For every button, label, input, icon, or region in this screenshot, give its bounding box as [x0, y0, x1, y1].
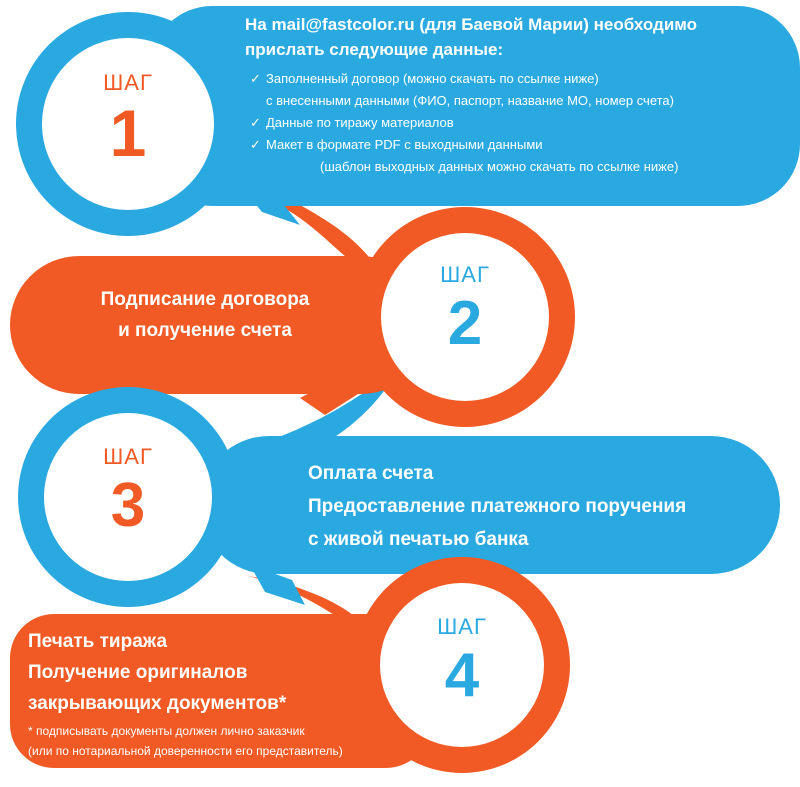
- list-item: с внесенными данными (ФИО, паспорт, название МО, номер счета): [266, 93, 674, 108]
- step4-note-line: * подписывать документы должен лично заказчик: [28, 724, 305, 738]
- check-icon: ✓: [250, 115, 261, 130]
- step2-number: 2: [447, 289, 483, 358]
- check-icon: ✓: [250, 137, 261, 152]
- step2-text: [60, 284, 350, 346]
- step2-shag: ШАГ: [440, 262, 490, 287]
- step3-line: с живой печатью банка: [308, 529, 529, 550]
- step1-title-line: На mail@fastcolor.ru (для Баевой Марии) необходимо: [245, 15, 698, 34]
- list-item: ✓ Данные по тиражу материалов: [250, 112, 678, 134]
- list-item: ✓ Заполненный договор (можно скачать по ссылке ниже): [250, 68, 678, 90]
- step1-title: [245, 12, 697, 62]
- step4-label: [392, 614, 532, 712]
- step4-line: Получение оригиналов: [28, 662, 248, 683]
- list-item: (шаблон выходных данных можно скачать по ссылке ниже): [320, 159, 679, 174]
- step4-number: 4: [444, 641, 480, 710]
- step1-number: 1: [109, 96, 147, 170]
- step2-line: и получение счета: [118, 320, 292, 341]
- step1-label: [58, 70, 198, 170]
- step3-line: Предоставление платежного поручения: [308, 496, 687, 517]
- check-icon: ✓: [250, 71, 261, 86]
- step3-number: 3: [110, 471, 146, 540]
- step1-list: [250, 68, 678, 178]
- step3-line: Оплата счета: [308, 463, 434, 484]
- step4-text: [28, 626, 286, 719]
- step2-label: [395, 262, 535, 360]
- step4-shag: ШАГ: [437, 614, 487, 639]
- step4-line: Печать тиража: [28, 631, 168, 652]
- step1-title-line: прислать следующие данные:: [245, 40, 504, 59]
- step2-line: Подписание договора: [100, 289, 310, 310]
- step3-text: [308, 457, 686, 556]
- step3-label: [58, 444, 198, 542]
- step4-note: [28, 721, 343, 761]
- step4-line: закрывающих документов*: [28, 693, 287, 714]
- step1-shag: ШАГ: [103, 70, 153, 95]
- step4-note-line: (или по нотариальной доверенности его представитель): [28, 744, 343, 758]
- step3-shag: ШАГ: [103, 444, 153, 469]
- list-item: ✓ Макет в формате PDF с выходными данными: [250, 134, 678, 156]
